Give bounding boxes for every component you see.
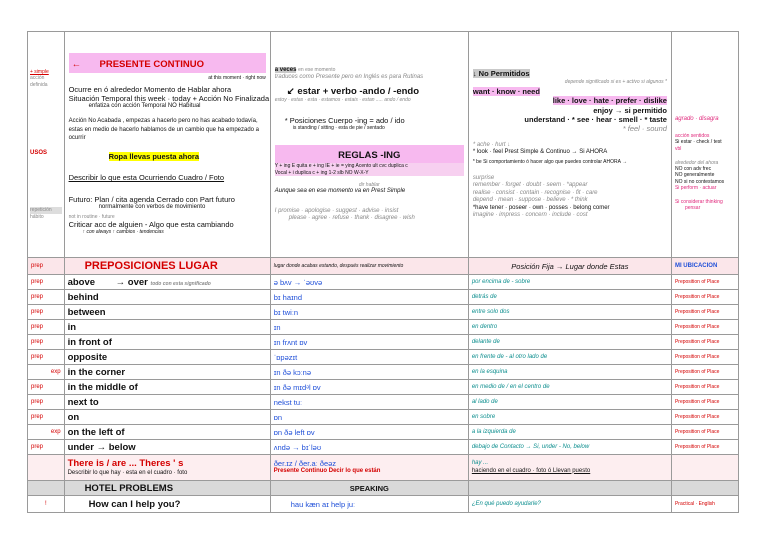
row-spanish: debajo de Contacto → Si, under - No, below: [468, 440, 671, 455]
row-type: Preposition of Place: [671, 335, 738, 350]
verbs-like: like · love · hate · prefer · dislike: [552, 96, 667, 106]
meanings-column: [671, 32, 738, 258]
row-english: next to: [64, 395, 270, 410]
posiciones-note: is standing / sitting · esta de pie / sentado: [292, 125, 385, 131]
there-spanish: [468, 455, 671, 481]
no-permitidos-title: ↓ No Permitidos: [472, 69, 530, 79]
there-ipa-text: ðer.ɪz / ðer.aː ðeəz: [273, 459, 337, 469]
pensar-note: pensar: [684, 205, 701, 212]
help-ipa: hau kæn aɪ help juː: [270, 496, 468, 513]
traduces-line: traduces como Presente pero en Inglés es para Rutinas: [274, 74, 424, 80]
rule-line-2: Vocal + i duplica c + ing 1-2 slb NO W-X-Y: [275, 170, 464, 176]
verbs-line-2: please · agree · refuse · thank · disagree · wish: [288, 215, 415, 221]
table-row: [28, 410, 739, 425]
row-ipa: ʌndə → bɪˈləʊ: [270, 440, 468, 455]
row-english: above → over todo con esta significado: [64, 275, 270, 290]
row-spanish: al lado de: [468, 395, 671, 410]
presente-continuo-column: [64, 32, 270, 258]
table-row: [28, 365, 739, 380]
row-tag: prep: [28, 275, 65, 290]
no-permitidos-note: depende significado si es + activo si algunos *: [564, 78, 667, 85]
row-type: Preposition of Place: [671, 350, 738, 365]
speaking-title: SPEAKING: [270, 481, 468, 496]
verbs-depend: depend · mean · suppose · believe · * think: [472, 197, 588, 204]
no-frec-note: NO con adv frec: [674, 166, 712, 172]
row-ipa: bɪ haɪnd: [270, 290, 468, 305]
row-english: in the middle of: [64, 380, 270, 395]
repeticion-note: repetición: [30, 207, 62, 213]
row-ipa: ə bʌv → ˈəʊvə: [270, 275, 468, 290]
row-spanish: por encima de - sobre: [468, 275, 671, 290]
section-title: PRESENTE CONTINUO: [99, 59, 205, 71]
row-english: in front of: [64, 335, 270, 350]
simple-note: + simple: [30, 69, 49, 76]
hotel-tag: [28, 481, 65, 496]
posiciones-line: * Posiciones Cuerpo -ing = ado / ido: [284, 115, 405, 125]
estoy-line: estoy · estas · esta · estamos · estais · estan ..... ando / endo: [274, 97, 411, 104]
reglas-banner: [275, 145, 464, 163]
help-row: [28, 496, 739, 513]
header-position: Posición Fija → Lugar donde Estas: [468, 258, 671, 275]
vbl-note: vbl: [674, 145, 682, 152]
there-hay: hay ...: [471, 460, 489, 466]
hotel-row: [28, 481, 739, 496]
row-type: Preposition of Place: [671, 305, 738, 320]
there-presente: Presente Continuo Decir lo que están: [273, 468, 381, 475]
row-english: behind: [64, 290, 270, 305]
verbs-line-1: I promise · apologise · suggest · advise · insist: [274, 207, 399, 214]
si-perform-note: Si perform · actuar: [674, 184, 717, 191]
there-tag: [28, 455, 65, 481]
row-spanish: en medio de / en el centro de: [468, 380, 671, 395]
verbs-surprise: surprise: [472, 174, 495, 181]
no-cont-note: NO si no contestamos: [674, 178, 725, 185]
line-describir: Describir lo que esta Ocurriendo Cuadro / Foto: [68, 173, 225, 183]
table-row: [28, 290, 739, 305]
line-situacion: Situación Temporal this week · today + Acción No Finalizada: [68, 94, 270, 104]
line-criticar: Criticar acc de alguien - Algo que esta cambiando: [68, 219, 234, 229]
row-ipa: ɒn ðə left ɒv: [270, 425, 468, 440]
reglas-title: REGLAS -ING: [338, 150, 401, 162]
verbs-have: *have tener · poseer · own · posses · belong comer: [472, 204, 610, 211]
row-ipa: bɪ twiːn: [270, 305, 468, 320]
back-arrow-icon: ←: [71, 59, 82, 71]
line-ocurre: Ocurre en ó alrededor Momento de Hablar ahora: [68, 84, 232, 94]
row-tag: prep: [28, 335, 65, 350]
prepositions-header-row: [28, 258, 739, 275]
there-ipa: [270, 455, 468, 481]
there-haciendo: haciendo en el cuadro · foto ó Llevan puesto: [471, 467, 591, 474]
table-row: [28, 425, 739, 440]
row-ipa: ɒn: [270, 410, 468, 425]
row-tag: exp: [28, 425, 65, 440]
there-describir: Describir lo que hay · esta en el cuadro · foto: [67, 469, 188, 476]
row-type: Preposition of Place: [671, 410, 738, 425]
row-type: Preposition of Place: [671, 425, 738, 440]
row-ipa: ˈɒpəzɪt: [270, 350, 468, 365]
verbs-understand: understand · * see · hear · smell · * taste: [524, 114, 667, 124]
table-row: [28, 320, 739, 335]
verbs-remember: remember · forget · doubt · seem · *appear: [472, 182, 588, 189]
row-spanish: delante de: [468, 335, 671, 350]
row-spanish: en sobre: [468, 410, 671, 425]
row-english: between: [64, 305, 270, 320]
row-ipa: ɪn frʌnt ɒv: [270, 335, 468, 350]
row-tag: prep: [28, 350, 65, 365]
line-futuro2: normalmente con verbos de movimiento: [98, 204, 206, 211]
row-ipa: ɪn: [270, 320, 468, 335]
there-english: [64, 455, 270, 481]
line-always: ↑ con always ↑ cambios · tendencias: [82, 229, 164, 236]
help-type: Practical · English: [671, 496, 738, 513]
row-english: in the corner: [64, 365, 270, 380]
moment-note: at this moment · right now: [208, 75, 266, 82]
title-banner: [69, 53, 266, 73]
table-row: [28, 380, 739, 395]
line-futuro: Futuro: Plan / cita agenda Cerrado con Part futuro: [68, 194, 235, 204]
si-estar-note: Si estar · check / test: [674, 139, 722, 146]
row-spanish: detrás de: [468, 290, 671, 305]
accion-note2: acción sentidos: [674, 133, 710, 139]
row-english: under → below: [64, 440, 270, 455]
row-spanish: en dentro: [468, 320, 671, 335]
row-ipa: ɪn ðə mɪdᵊl ɒv: [270, 380, 468, 395]
row-spanish: en la esquina: [468, 365, 671, 380]
row-english: on the left of: [64, 425, 270, 440]
header-title: PREPOSICIONES LUGAR: [64, 258, 270, 275]
table-row: [28, 350, 739, 365]
accion-note: acción: [30, 75, 45, 82]
row-tag: prep: [28, 410, 65, 425]
header-tag: prep: [28, 258, 65, 275]
no-gen-note: NO generalmente: [674, 172, 715, 179]
formation-column: [270, 32, 468, 258]
row-type: Preposition of Place: [671, 365, 738, 380]
verbs-imagine: imagine · impress · concern · include · cost: [472, 212, 588, 219]
formula-line: ↙ estar + verbo -ando / -endo: [286, 85, 420, 97]
row-ipa: ɪn ðə kɔːnə: [270, 365, 468, 380]
verbs-feel: * feel · sound: [622, 124, 667, 134]
row-type: Preposition of Place: [671, 380, 738, 395]
row-tag: prep: [28, 395, 65, 410]
row-tag: exp: [28, 365, 65, 380]
dir-line: dir hablar: [358, 181, 380, 188]
row-tag: prep: [28, 305, 65, 320]
stative-verbs-column: [468, 32, 671, 258]
row-spanish: entre solo dos: [468, 305, 671, 320]
alrededor-note: alrededor del ahora: [674, 159, 719, 166]
row-tag: prep: [28, 380, 65, 395]
agrado-note: agrado · disagra: [674, 115, 719, 122]
table-row: [28, 395, 739, 410]
line-ropa: Ropa llevas puesta ahora: [108, 152, 200, 162]
habito-note: hábito: [30, 213, 44, 220]
hotel-empty-1: [468, 481, 671, 496]
criticar-note: not in routine · future: [68, 213, 115, 220]
row-type: Preposition of Place: [671, 395, 738, 410]
verbs-enjoy: enjoy → si permitido: [593, 105, 667, 115]
row-tag: prep: [28, 320, 65, 335]
aveces-line: a veces en ese momento: [274, 66, 336, 73]
row-type: Preposition of Place: [671, 320, 738, 335]
row-spanish: en frente de - al otro lado de: [468, 350, 671, 365]
help-spanish: ¿En qué puedo ayudarle?: [468, 496, 671, 513]
help-tag: !: [28, 496, 65, 513]
row-type: Preposition of Place: [671, 290, 738, 305]
verbs-be: * be Si comportamiento ó hacer algo que puedes controlar AHORA →: [472, 158, 628, 165]
header-note: lugar donde acabas estando, después realizar movimiento: [270, 258, 468, 275]
row-english: in: [64, 320, 270, 335]
header-ubicacion: MI UBICACION: [671, 258, 738, 275]
row-type: Preposition of Place: [671, 440, 738, 455]
there-is-label: There is / are ... Theres ' s: [67, 457, 184, 469]
uses-column: [28, 32, 65, 258]
hotel-empty-2: [671, 481, 738, 496]
row-ipa: nekst tuː: [270, 395, 468, 410]
verbs-look: * look · feel Prest Simple & Continuo → Si AHORA: [472, 149, 608, 156]
there-type: [671, 455, 738, 481]
verbs-realise: realise · consist · contain · recognise · fit · care: [472, 189, 598, 196]
row-tag: prep: [28, 440, 65, 455]
row-spanish: a la izquierda de: [468, 425, 671, 440]
grammar-table: [27, 31, 739, 513]
table-row: [28, 275, 739, 290]
row-english: on: [64, 410, 270, 425]
usos-label: USOS: [30, 149, 48, 156]
table-row: [28, 440, 739, 455]
row-tag: prep: [28, 290, 65, 305]
help-english: How can I help you?: [64, 496, 270, 513]
hotel-problems-title: HOTEL PROBLEMS: [64, 481, 270, 496]
paragraph-accion: Acción No Acabada , empezas a hacerlo pero no has acabado todavía, estas en medio de hacerlo hablamos de un cambio que ha empezado a ocurrir: [68, 117, 260, 142]
there-is-row: [28, 455, 739, 481]
si-considerar-note: Si considerar thinking: [674, 199, 723, 205]
table-row: [28, 305, 739, 320]
rule-line-1: Y + ing E quita e + ing IE + ie = ying Acento ult cvc duplica c: [275, 163, 464, 169]
verbs-ache: * ache · hurt ↓: [472, 141, 511, 148]
row-type: Preposition of Place: [671, 275, 738, 290]
aunque-line: Aunque sea en ese momento va en Prest Simple: [274, 188, 406, 194]
table-row: [28, 335, 739, 350]
verbs-want: want · know · need: [472, 86, 540, 96]
definida-note: definida: [30, 81, 48, 88]
row-english: opposite: [64, 350, 270, 365]
line-enfatiza: enfatiza con acción Temporal NO Habitual: [88, 103, 201, 110]
grammar-notes-row: [28, 32, 739, 258]
